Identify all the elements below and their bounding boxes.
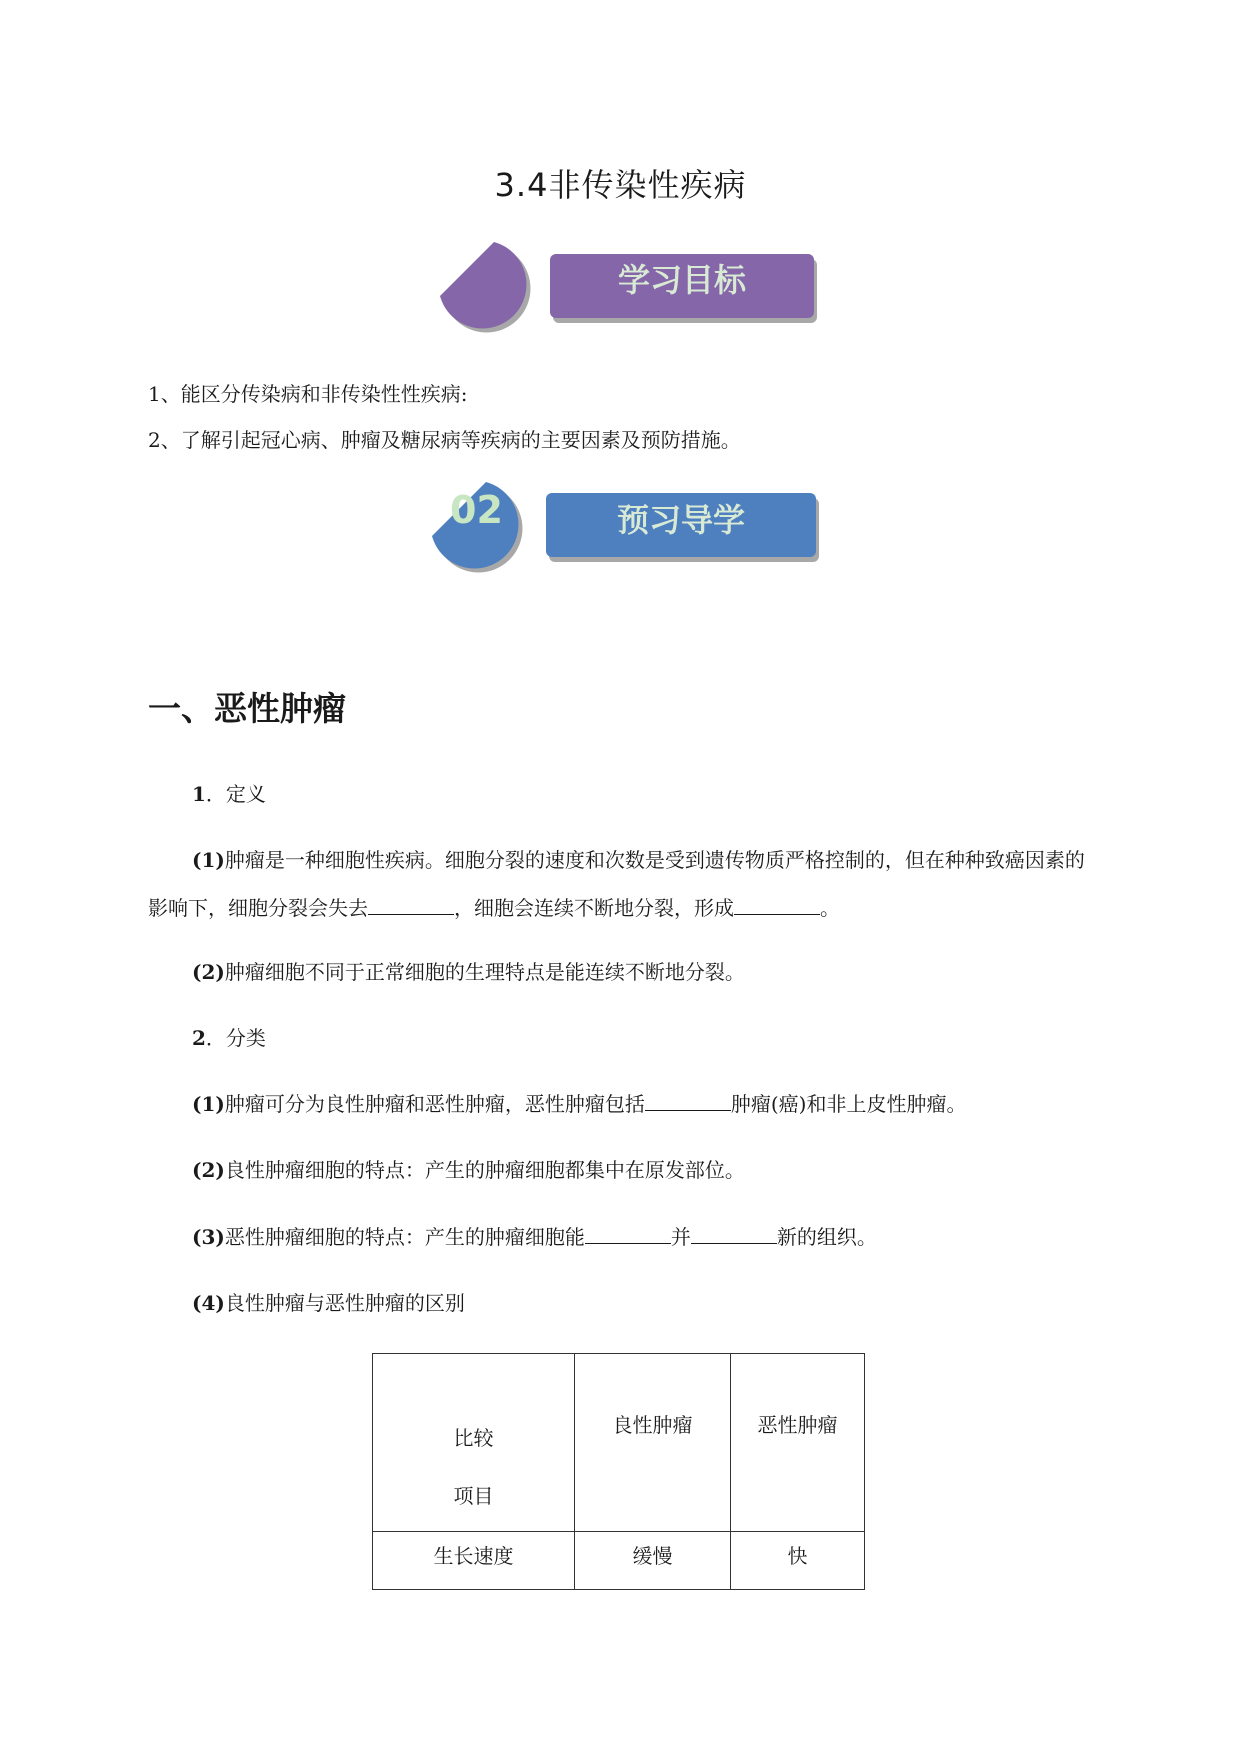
learning-goals-badge	[438, 238, 818, 338]
blank-field[interactable]	[645, 1090, 731, 1111]
learning-goals-bar	[550, 254, 814, 318]
table-row	[373, 1532, 865, 1590]
section-heading: 一、恶性肿瘤	[148, 689, 346, 728]
table-header-row	[373, 1354, 865, 1532]
goal-item: 2、了解引起冠心病、肿瘤及糖尿病等疾病的主要因素及预防措施。	[148, 428, 741, 452]
goal-item: 1、能区分传染病和非传染性性疾病:	[148, 382, 468, 406]
header-cell-item: 比较 项目	[373, 1354, 575, 1532]
page-title: 3.4非传染性疾病	[494, 166, 747, 204]
preview-badge	[430, 478, 830, 583]
classification-item-4: (4)良性肿瘤与恶性肿瘤的区别	[192, 1291, 465, 1315]
classification-item-2: (2)良性肿瘤细胞的特点：产生的肿瘤细胞都集中在原发部位。	[192, 1158, 745, 1182]
badge-circle-icon	[438, 238, 538, 338]
classification-item-1: (1)肿瘤可分为良性肿瘤和恶性肿瘤，恶性肿瘤包括 肿瘤(癌)和非上皮性肿瘤。	[192, 1092, 967, 1116]
blank-field[interactable]	[691, 1223, 777, 1244]
header-cell-benign: 良性肿瘤	[575, 1354, 731, 1532]
preview-label: 预习导学	[616, 501, 745, 539]
blank-field[interactable]	[368, 894, 454, 915]
blank-field[interactable]	[734, 894, 820, 915]
definition-label: 1．定义	[192, 782, 266, 806]
preview-number: 02	[450, 488, 503, 532]
blank-field[interactable]	[585, 1223, 671, 1244]
row-cell-malignant: 快	[731, 1532, 865, 1590]
row-cell-item: 生长速度	[373, 1532, 575, 1590]
learning-goals-label: 学习目标	[617, 261, 746, 299]
classification-label: 2．分类	[192, 1026, 266, 1050]
definition-paragraph-1: (1)肿瘤是一种细胞性疾病。细胞分裂的速度和次数是受到遗传物质严格控制的，但在种种致癌因素的影响下，细胞分裂会失去 ，细胞会连续不断地分裂，形成 。	[148, 848, 1085, 920]
comparison-table	[372, 1353, 865, 1590]
row-cell-benign: 缓慢	[575, 1532, 731, 1590]
classification-item-3: (3)恶性肿瘤细胞的特点：产生的肿瘤细胞能 并 新的组织。	[192, 1225, 877, 1249]
header-cell-malignant: 恶性肿瘤	[731, 1354, 865, 1532]
preview-bar	[546, 493, 816, 557]
definition-paragraph-2: (2)肿瘤细胞不同于正常细胞的生理特点是能连续不断地分裂。	[192, 960, 745, 984]
